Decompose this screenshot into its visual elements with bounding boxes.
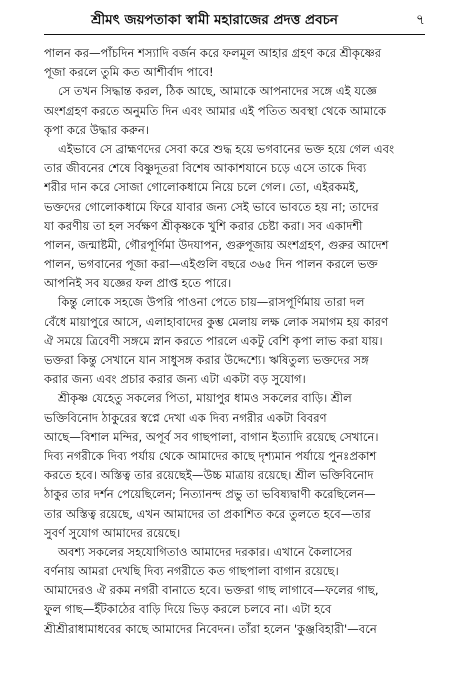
- text-line: ফুল গাছ—ইঁটকাঠের বাড়ি দিয়ে ভিড় করলে চলবে না। এটা হবে: [44, 602, 332, 617]
- text-line: আপনিই সব যজ্ঞের ফল প্রাপ্ত হতে পারে।: [44, 276, 232, 291]
- text-line: ভক্তরা কিন্তু সেখানে যান সাধুসঙ্গ করার উদ্দেশ্যে। ঋষিতুল্য ভক্তদের সঙ্গ: [44, 353, 369, 367]
- text-line: শরীর দান করে সোজা গোলোকধামে নিয়ে চলে গেল। তো, এইরকমই,: [44, 180, 359, 195]
- text-line: শ্রীশ্রীরাধামাধবের কাছে আমাদের নিবেদন। তাঁরা হলেন 'কুঞ্জবিহারী'—বনে: [44, 621, 377, 636]
- text-line: বেঁধে মায়াপুরে আসে, এলাহাবাদের কুম্ভ মেলায় লক্ষ লোক সমাগম হয় কারণ: [44, 314, 389, 329]
- text-line: আছে—বিশাল মন্দির, অপূর্ব সব গাছপালা, বাগান ইত্যাদি রয়েছে সেখানে।: [44, 429, 379, 444]
- paragraph-start-line: কিন্তু লোকে সহজে উপরি পাওনা পেতে চায়—রাসপূর্ণিমায় তারা দল: [58, 295, 365, 310]
- text-line: পালন কর—পাঁচদিন শস্যাদি বর্জন করে ফলমূল আহার গ্রহণ করে শ্রীকৃষ্ণের: [44, 46, 382, 60]
- text-line: তার অস্তিত্ব রয়েছে, এখন আমাদের তা প্রকাশিত করে তুলতে হবে—তার: [44, 506, 371, 521]
- text-line: তার জীবনের শেষে বিষ্ণুদূতরা বিশেষ আকাশযানে চড়ে এসে তাকে দিব্য: [44, 161, 367, 176]
- text-line: ঠাকুর তার দর্শন পেয়েছিলেন; নিত্যানন্দ প্রভু তা ভবিষ্যদ্বাণী করেছিলেন—: [44, 487, 376, 502]
- body-text: [44, 44, 425, 639]
- text-line: পালন, ভগবানের পূজা করা—এইগুলি বছরে ৩৬৫ দিন পালন করলে ভক্ত: [44, 257, 378, 272]
- paragraph-start-line: অবশ্য সকলের সহযোগিতাও আমাদের দরকার। এখানে কৈলাসের: [58, 544, 353, 559]
- text-line: আমাদেরও ঐ রকম নগরী বানাতে হবে। ভক্তরা গাছ লাগাবে—ফলের গাছ,: [44, 583, 379, 598]
- header-title: শ্রীমৎ জয়পতাকা স্বামী মহারাজের প্রদত্ত প্রবচন: [91, 12, 338, 28]
- text-line: বর্ণনায় আমরা দেখছি দিব্য নগরীতে কত গাছপালা বাগান রয়েছে।: [44, 564, 339, 579]
- text-line: ঐ সময়ে ত্রিবেণী সঙ্গমে স্নান করতে পারলে একটু বেশি কৃপা লাভ করা যায়।: [44, 333, 383, 348]
- text-line: ভক্তিবিনোদ ঠাকুরের স্বপ্নে দেখা এক দিব্য নগরীর একটা বিবরণ: [44, 410, 327, 425]
- paragraph-start-line: এইভাবে সে ব্রাহ্মণদের সেবা করে শুদ্ধ হয়ে ভগবানের ভক্ত হয়ে গেল এবং: [58, 141, 395, 156]
- text-line: কৃপা করে উদ্ধার করুন।: [44, 122, 149, 137]
- text-line: দিব্য নগরীকে দিব্য পর্যায় থেকে আমাদের কাছে দৃশ্যমান পর্যায়ে পুনঃপ্রকাশ: [44, 448, 377, 463]
- text-line: সুবর্ণ সুযোগ আমাদের রয়েছে।: [44, 525, 181, 540]
- text-line: পূজা করলে তুমি কত আশীর্বাদ পাবে!: [44, 65, 214, 80]
- text-line: পালন, জন্মাষ্টমী, গৌরপূর্ণিমা উদযাপন, গুরুপূজায় অংশগ্রহণ, গুরুর আদেশ: [44, 237, 389, 252]
- text-line: ভক্তদের গোলোকধামে ফিরে যাবার জন্য সেই ভাবে ভাবতে হয় না; তাদের: [44, 199, 379, 214]
- paragraph-start-line: সে তখন সিদ্ধান্ত করল, ঠিক আছে, আমাকে আপনাদের সঙ্গে এই যজ্ঞে: [58, 84, 377, 99]
- text-line: করতে হবে। অস্তিত্ব তার রয়েছেই—উচ্চ মাত্রায় রয়েছে। শ্রীল ভক্তিবিনোদ: [44, 468, 374, 483]
- header-rule: [44, 34, 425, 35]
- page-number: ৭: [415, 12, 425, 28]
- running-header: [44, 10, 425, 34]
- text-line: যা করণীয় তা হল সর্বক্ষণ শ্রীকৃষ্ণকে খুশি করার চেষ্টা করা। সব একাদশী: [44, 218, 363, 233]
- paragraph-start-line: শ্রীকৃষ্ণ যেহেতু সকলের পিতা, মায়াপুর ধামও সকলের বাড়ি। শ্রীল: [58, 391, 352, 406]
- text-line: অংশগ্রহণ করতে অনুমতি দিন এবং আমার এই পতিত অবস্থা থেকে আমাকে: [44, 103, 387, 118]
- text-line: করার জন্য এবং প্রচার করার জন্য এটা একটা বড় সুযোগ।: [44, 372, 306, 387]
